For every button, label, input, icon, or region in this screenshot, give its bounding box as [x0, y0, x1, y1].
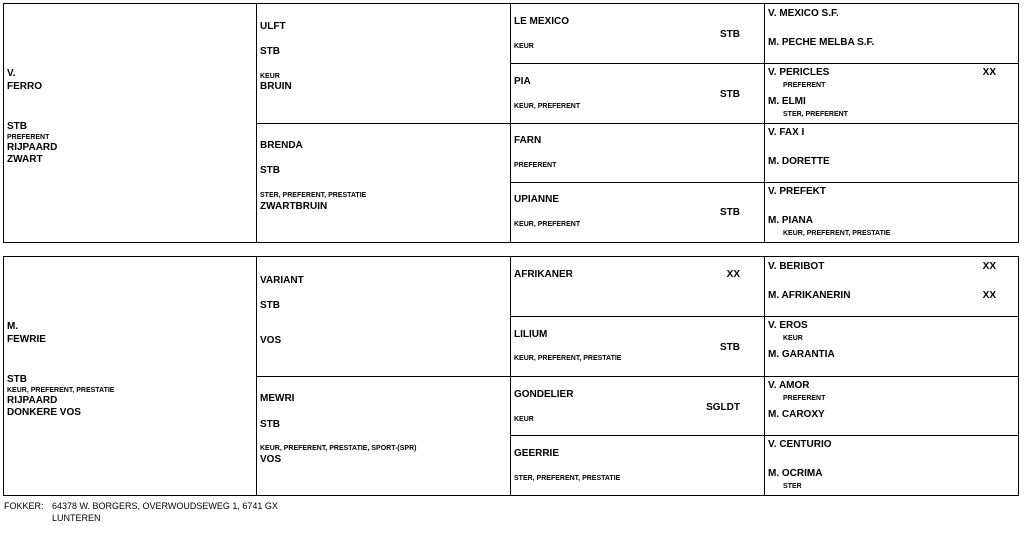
sire-name: FERRO [7, 81, 42, 92]
ddd-predicate: STER, PREFERENT, PRESTATIE [514, 475, 621, 482]
dam-type: RIJPAARD [7, 395, 58, 406]
dsd-studbook: STB [720, 342, 740, 353]
dsss-cell [765, 257, 1018, 317]
ds-studbook: STB [260, 300, 280, 311]
ddss-predicate: PREFERENT [783, 395, 826, 402]
dd-predicate: KEUR, PREFERENT, PRESTATIE, SPORT-(SPR) [260, 445, 417, 452]
sdss-name: FAX I [779, 127, 805, 138]
dam-color: DONKERE VOS [7, 407, 81, 418]
ddsd-name: CAROXY [781, 409, 825, 420]
sssd-prefix: M. [768, 37, 780, 48]
sdss-prefix: V. [768, 127, 777, 138]
sss-predicate: KEUR [514, 43, 534, 50]
dsss-name: BERIBOT [779, 261, 825, 272]
sdd-studbook: STB [720, 207, 740, 218]
ddsd-prefix: M. [768, 409, 780, 420]
sire-type: RIJPAARD [7, 142, 58, 153]
dsss-tag: XX [982, 261, 996, 272]
ssd-cell [511, 64, 764, 124]
dd-cell [257, 377, 510, 495]
sdds-name: PREFEKT [779, 186, 826, 197]
ddds-cell [765, 436, 1018, 495]
ssss-prefix: V. [768, 8, 777, 19]
sire-main-cell [4, 4, 257, 242]
ssss-name: MEXICO S.F. [779, 8, 839, 19]
ds-name: VARIANT [260, 275, 304, 286]
sire-grandparents-column [511, 4, 765, 242]
dddd-prefix: M. [768, 468, 780, 479]
dam-predicate: KEUR, PREFERENT, PRESTATIE [7, 387, 115, 394]
dd-name: MEWRI [260, 393, 295, 404]
dssd-tag: XX [982, 290, 996, 301]
ddds-prefix: V. [768, 439, 777, 450]
dam-prefix: M. [7, 321, 19, 332]
dam-studbook: STB [7, 374, 27, 385]
ssss-cell [765, 4, 1018, 64]
sdsd-prefix: M. [768, 156, 780, 167]
dss-tag: XX [726, 269, 740, 280]
ddds-name: CENTURIO [779, 439, 832, 450]
sds-predicate: PREFERENT [514, 162, 557, 169]
sire-prefix: V. [7, 68, 16, 79]
sddd-prefix: M. [768, 215, 780, 226]
ssdd-prefix: M. [768, 96, 780, 107]
dd-studbook: STB [260, 419, 280, 430]
sire-color: ZWART [7, 154, 43, 165]
sdds-cell [765, 183, 1018, 242]
sdd-name: UPIANNE [514, 194, 560, 205]
sire-parents-column [257, 4, 511, 242]
dsds-predicate: KEUR [783, 335, 803, 342]
ddss-cell [765, 377, 1018, 436]
dd-color: VOS [260, 454, 282, 465]
sdds-prefix: V. [768, 186, 777, 197]
dam-great-grandparents-column [765, 257, 1018, 495]
dsdd-prefix: M. [768, 349, 780, 360]
sss-studbook: STB [720, 29, 740, 40]
ssd-name: PIA [514, 76, 531, 87]
dss-name: AFRIKANER [514, 269, 573, 280]
sdss-cell [765, 124, 1018, 183]
sssd-name: PECHE MELBA S.F. [781, 37, 875, 48]
sss-name: LE MEXICO [514, 16, 570, 27]
dssd-name: AFRIKANERIN [781, 290, 851, 301]
ssds-cell [765, 64, 1018, 124]
ss-cell [257, 4, 510, 124]
sddd-predicate: KEUR, PREFERENT, PRESTATIE [783, 230, 891, 237]
dsd-name: LILIUM [514, 329, 548, 340]
sds-name: FARN [514, 135, 542, 146]
ssds-tag: XX [982, 67, 996, 78]
ss-name: ULFT [260, 21, 286, 32]
sdd-predicate: KEUR, PREFERENT [514, 221, 581, 228]
dds-predicate: KEUR [514, 416, 534, 423]
ddss-prefix: V. [768, 380, 777, 391]
sd-color: ZWARTBRUIN [260, 201, 328, 212]
ssds-predicate: PREFERENT [783, 82, 826, 89]
sire-great-grandparents-column [765, 4, 1018, 242]
dsds-prefix: V. [768, 320, 777, 331]
dsd-predicate: KEUR, PREFERENT, PRESTATIE [514, 355, 622, 362]
footer-label: FOKKER: [4, 501, 44, 511]
ssd-predicate: KEUR, PREFERENT [514, 103, 581, 110]
dsds-cell [765, 317, 1018, 377]
ds-cell [257, 257, 510, 377]
dsss-prefix: V. [768, 261, 777, 272]
ddd-name: GEERRIE [514, 448, 560, 459]
ssdd-predicate: STER, PREFERENT [783, 111, 848, 118]
sd-cell [257, 124, 510, 242]
dss-cell [511, 257, 764, 317]
dam-name: FEWRIE [7, 334, 46, 345]
sd-predicate: STER, PREFERENT, PRESTATIE [260, 192, 367, 199]
footer-breeder-line1: 64378 W. BORGERS, OVERWOUDSEWEG 1, 6741 GX [52, 501, 278, 511]
dam-main-cell [4, 257, 257, 495]
ss-predicate: KEUR [260, 73, 280, 80]
sdd-cell [511, 183, 764, 242]
sds-cell [511, 124, 764, 183]
dam-parents-column [257, 257, 511, 495]
dddd-predicate: STER [783, 483, 802, 490]
sd-studbook: STB [260, 165, 280, 176]
sd-name: BRENDA [260, 140, 303, 151]
sddd-name: PIANA [781, 215, 814, 226]
ssds-name: PERICLES [779, 67, 830, 78]
footer-breeder-line2: LUNTEREN [52, 513, 101, 523]
sire-pedigree-block [3, 3, 1019, 243]
dds-studbook: SGLDT [706, 402, 740, 413]
dsd-cell [511, 317, 764, 377]
ddd-cell [511, 436, 764, 495]
ssd-studbook: STB [720, 89, 740, 100]
dsds-name: EROS [779, 320, 808, 331]
ssds-prefix: V. [768, 67, 777, 78]
sss-cell [511, 4, 764, 64]
ssdd-name: ELMI [781, 96, 806, 107]
dssd-prefix: M. [768, 290, 780, 301]
dam-pedigree-block [3, 256, 1019, 496]
dsdd-name: GARANTIA [781, 349, 835, 360]
sire-predicate: PREFERENT [7, 134, 50, 141]
ddss-name: AMOR [778, 380, 810, 391]
dddd-name: OCRIMA [781, 468, 823, 479]
dds-cell [511, 377, 764, 436]
dam-grandparents-column [511, 257, 765, 495]
sdsd-name: DORETTE [781, 156, 830, 167]
sire-studbook: STB [7, 121, 27, 132]
dds-name: GONDELIER [514, 389, 574, 400]
ss-studbook: STB [260, 46, 280, 57]
ss-color: BRUIN [260, 81, 292, 92]
ds-color: VOS [260, 335, 282, 346]
